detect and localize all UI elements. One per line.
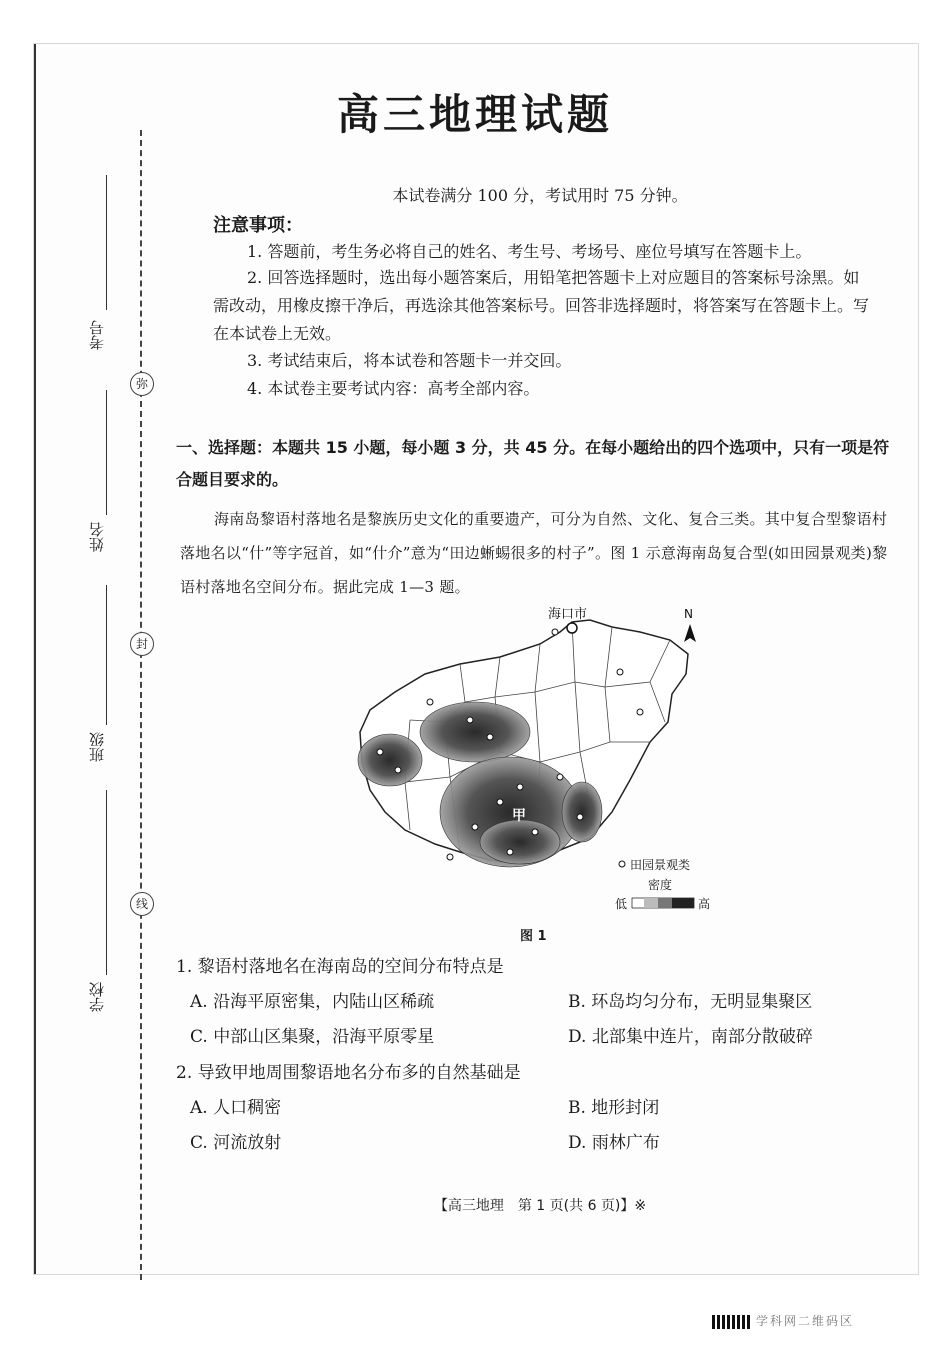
legend-density-title: 密度 — [648, 878, 673, 892]
q2-option-d: D. 雨林广布 — [568, 1133, 660, 1153]
binding-edge — [34, 44, 36, 1274]
seal-stamp-feng: 封 — [130, 632, 154, 656]
exam-subtitle: 本试卷满分 100 分，考试用时 75 分钟。 — [392, 186, 688, 205]
density-cluster-west — [358, 734, 422, 786]
side-label-exam-number: 考号 — [88, 320, 106, 350]
notice-item-4: 4. 本试卷主要考试内容：高考全部内容。 — [247, 379, 540, 398]
legend-symbol-label: 田园景观类 — [630, 858, 691, 872]
density-cluster-east — [562, 782, 602, 842]
question-1-stem: 1. 黎语村落地名在海南岛的空间分布特点是 — [176, 957, 504, 977]
side-label-name: 姓名 — [88, 522, 106, 552]
figure-caption: 图 1 — [520, 929, 547, 944]
q1-option-a: A. 沿海平原密集，内陆山区稀疏 — [190, 992, 435, 1012]
name-line — [106, 390, 107, 515]
side-label-school: 学校 — [88, 982, 106, 1012]
section-heading: 一、选择题：本题共 15 小题，每小题 3 分，共 45 分。在每小题给出的四个选项中，只有一项是符合题目要求的。 — [176, 438, 890, 489]
haikou-marker — [567, 623, 577, 633]
school-line — [106, 790, 107, 975]
q1-option-c: C. 中部山区集聚，沿海平原零星 — [190, 1027, 435, 1047]
exam-title: 高三地理试题 — [336, 90, 613, 139]
qr-code-icon — [712, 1315, 750, 1329]
legend-high: 高 — [698, 897, 711, 911]
density-cluster-northwest — [420, 702, 530, 762]
north-label: N — [684, 607, 693, 621]
hainan-density-map — [350, 602, 730, 922]
density-cluster-south — [480, 820, 560, 864]
page-footer: 【高三地理 第 1 页(共 6 页)】※ — [433, 1198, 647, 1214]
legend-low: 低 — [615, 897, 628, 911]
notice-item-3: 3. 考试结束后，将本试卷和答题卡一并交回。 — [247, 351, 572, 370]
notice-item-2: 2. 回答选择题时，选出每小题答案后，用铅笔把答题卡上对应题目的答案标号涂黑。如需改动，用橡皮擦干净后，再选涂其他答案标号。回答非选择题时，将答案写在答题卡上。写在本试卷上无效。 — [213, 268, 870, 343]
question-intro: 海南岛黎语村落地名是黎族历史文化的重要遗产，可分为自然、文化、复合三类。其中复合型黎语村落地名以“什”等字冠首，如“什介”意为“田边蜥蜴很多的村子”。图 1 示意海南岛复合型(如田园景观类)黎语村落地名空间分布。据此完成 1—3 题。 — [180, 510, 888, 596]
notice-item-1: 1. 答题前，考生务必将自己的姓名、考生号、考场号、座位号填写在答题卡上。 — [247, 242, 812, 261]
q2-option-c: C. 河流放射 — [190, 1133, 282, 1153]
seal-dashed-line — [140, 130, 142, 1280]
map-city-label: 海口市 — [548, 607, 588, 622]
north-arrow-icon — [684, 624, 696, 642]
q2-option-a: A. 人口稠密 — [190, 1098, 282, 1118]
q2-option-b: B. 地形封闭 — [568, 1098, 660, 1118]
q1-option-d: D. 北部集中连片，南部分散破碎 — [568, 1027, 813, 1047]
notice-heading: 注意事项： — [213, 215, 303, 236]
side-label-class: 班级 — [88, 732, 106, 762]
question-2-stem: 2. 导致甲地周围黎语地名分布多的自然基础是 — [176, 1063, 521, 1083]
map-marker-jia: 甲 — [512, 808, 526, 824]
map-legend — [615, 857, 710, 911]
q1-option-b: B. 环岛均匀分布，无明显集聚区 — [568, 992, 813, 1012]
seal-stamp-mi: 弥 — [130, 372, 154, 396]
corner-note: 学科网二维码区 — [756, 1314, 855, 1328]
class-line — [106, 585, 107, 725]
seal-stamp-xian: 线 — [130, 892, 154, 916]
